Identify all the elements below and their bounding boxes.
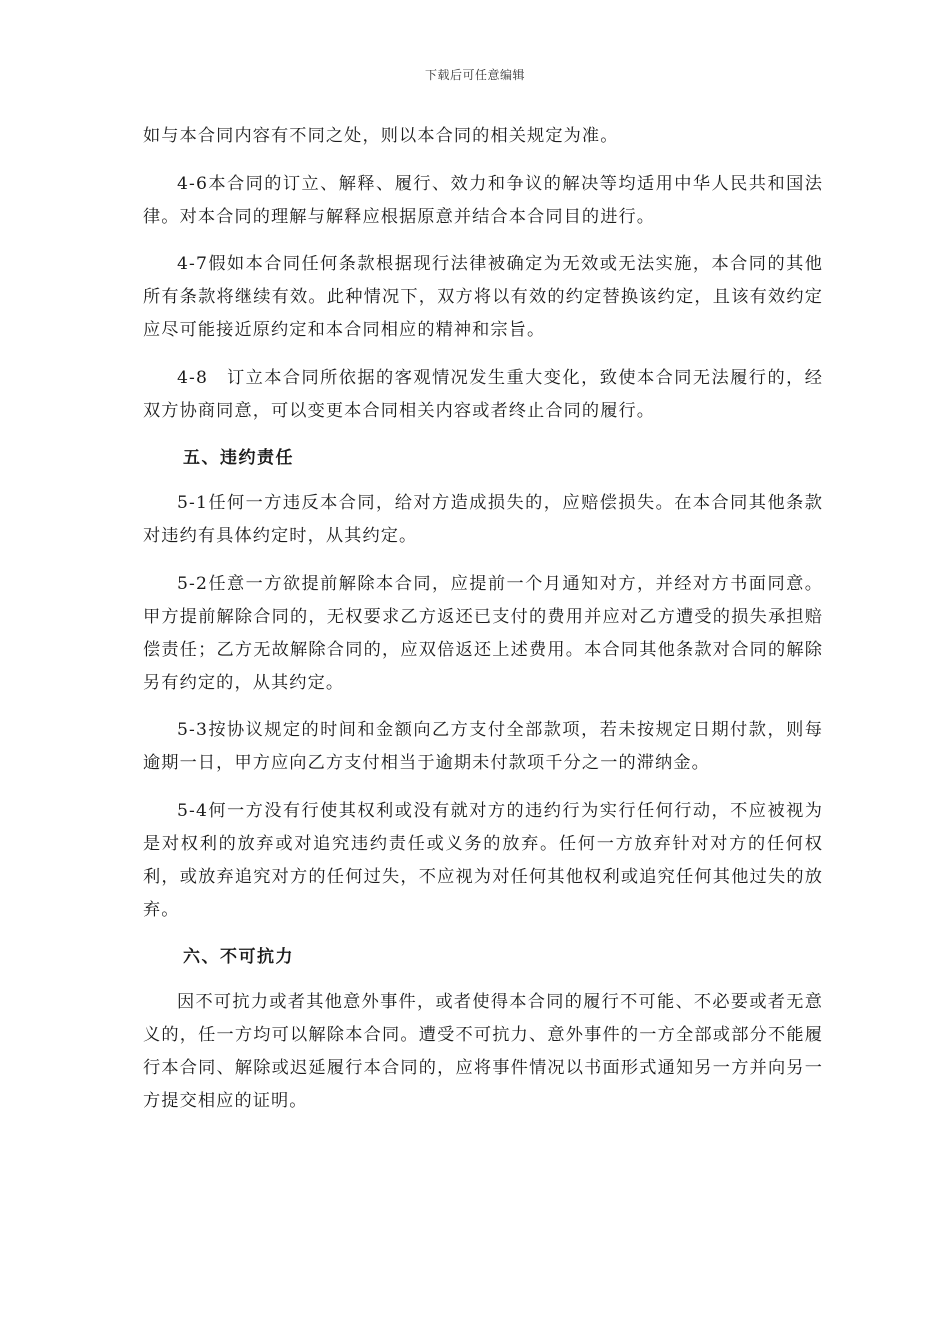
- clause-5-1: 5-1任何一方违反本合同，给对方造成损失的，应赔偿损失。在本合同其他条款对违约有具体约定时，从其约定。: [143, 493, 823, 546]
- clause-4-6: 4-6本合同的订立、解释、履行、效力和争议的解决等均适用中华人民共和国法律。对本合同的理解与解释应根据原意并结合本合同目的进行。: [143, 173, 823, 227]
- force-majeure-paragraph: 因不可抗力或者其他意外事件，或者使得本合同的履行不可能、不必要或者无意义的，任一方均可以解除本合同。遭受不可抗力、意外事件的一方全部或部分不能履行本合同、解除或迟延履行本合同的，应将事件情况以书面形式通知另一方并向另一方提交相应的证明。: [143, 992, 823, 1111]
- clause-5-4: 5-4何一方没有行使其权利或没有就对方的违约行为实行任何行动，不应被视为是对权利的放弃或对追究违约责任或义务的放弃。任何一方放弃针对对方的任何权利，或放弃追究对方的任何过失，不应视为对任何其他权利或追究任何其他过失的放弃。: [143, 800, 823, 920]
- document-body: [143, 120, 823, 1133]
- page-header: 下载后可任意编辑: [424, 68, 525, 82]
- section-heading-breach: 五、违约责任: [183, 448, 294, 468]
- paragraph-continued: 如与本合同内容有不同之处，则以本合同的相关规定为准。: [143, 126, 619, 146]
- clause-4-8: 4-8 订立本合同所依据的客观情况发生重大变化，致使本合同无法履行的，经双方协商同意，可以变更本合同相关内容或者终止合同的履行。: [143, 367, 823, 421]
- clause-5-2: 5-2任意一方欲提前解除本合同，应提前一个月通知对方，并经对方书面同意。甲方提前解除合同的，无权要求乙方返还已支付的费用并应对乙方遭受的损失承担赔偿责任；乙方无故解除合同的，应双倍返还上述费用。本合同其他条款对合同的解除另有约定的，从其约定。: [143, 573, 823, 693]
- clause-5-3: 5-3按协议规定的时间和金额向乙方支付全部款项，若未按规定日期付款，则每逾期一日，甲方应向乙方支付相当于逾期未付款项千分之一的滞纳金。: [143, 720, 823, 773]
- clause-4-7: 4-7假如本合同任何条款根据现行法律被确定为无效或无法实施，本合同的其他所有条款将继续有效。此种情况下，双方将以有效的约定替换该约定，且该有效约定应尽可能接近原约定和本合同相应的精神和宗旨。: [143, 254, 823, 340]
- section-heading-force-majeure: 六、不可抗力: [183, 947, 294, 967]
